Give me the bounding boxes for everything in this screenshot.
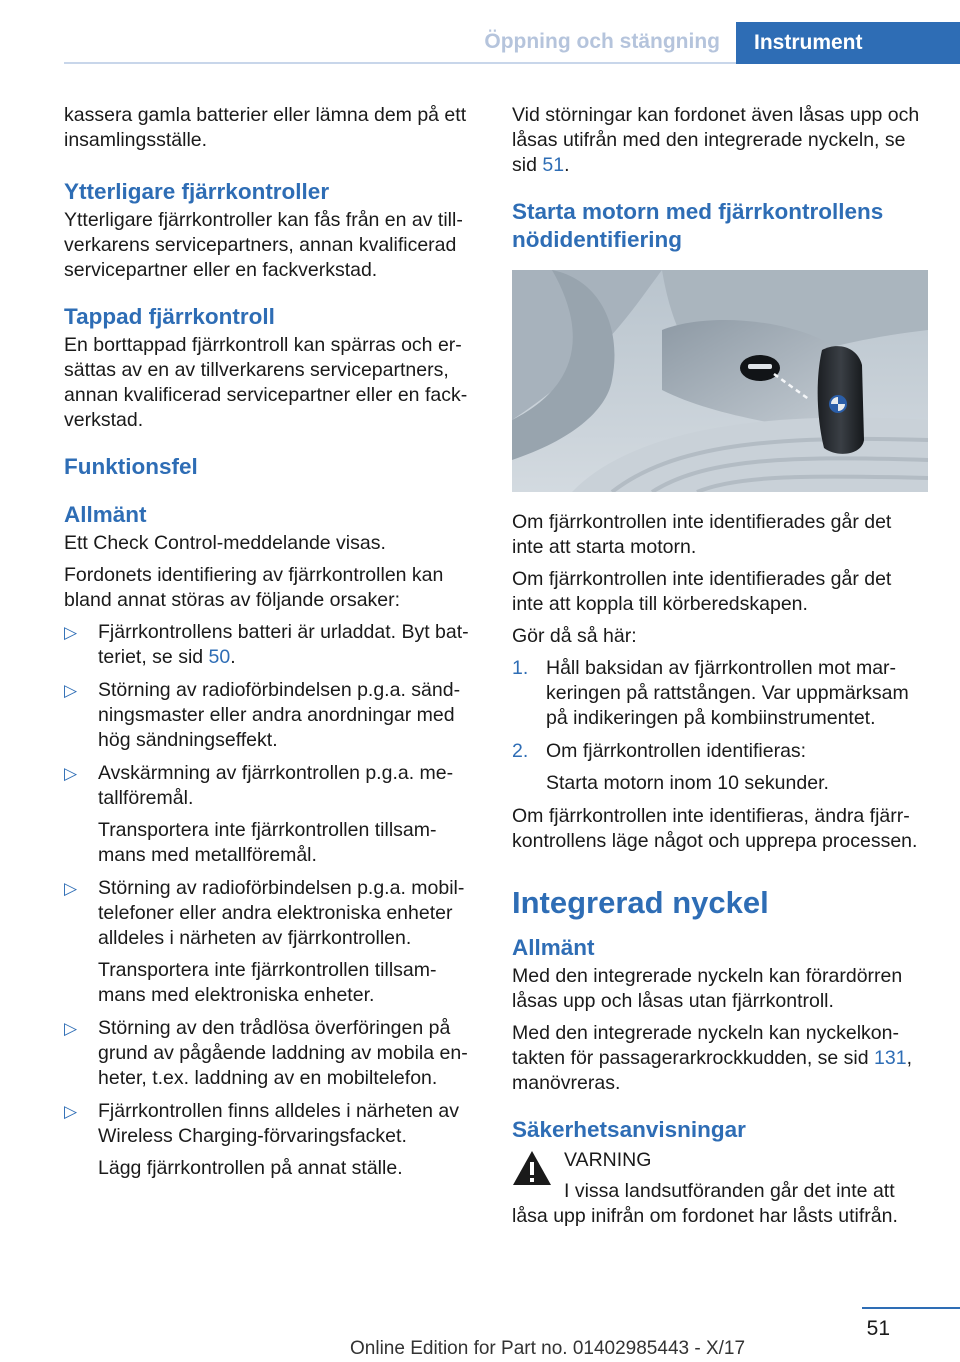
list-item: [512, 656, 928, 731]
fault-key-paragraph: [512, 103, 928, 178]
bullet-shielding: ▷ Avskärmning av fjärrkontrollen p.g.a. me‐tallföremål.: [98, 762, 454, 809]
bullet-battery-text: Fjärrkontrollens batteri är urladdat. Byt bat‐teriet, se sid: [98, 621, 469, 668]
header-section-label: Instrument: [754, 31, 863, 54]
right-column: [512, 103, 928, 1236]
warning-block: [512, 1148, 928, 1229]
heading-safety: Säkerhetsanvisningar: [512, 1117, 746, 1142]
step-number: 1.: [512, 657, 529, 679]
page-link-51[interactable]: 51: [542, 154, 565, 176]
list-item: [64, 1099, 480, 1181]
bullet-mobile-phones-note: Transportera inte fjärrkontrollen tillsam‐mans med elektroniska enheter.: [98, 959, 437, 1006]
list-item: [64, 876, 480, 1008]
not-identified-paragraph-2: Om fjärrkontrollen inte identifierades går det inte att koppla till körberedskapen.: [512, 568, 892, 615]
header-chapter[interactable]: Öppning och stängning: [484, 30, 720, 53]
bullet-radio-masts: ▷ Störning av radioförbindelsen p.g.a. sänd‐ningsmaster eller andra anordningar med hög sändningseffekt.: [98, 679, 461, 751]
causes-list: [64, 620, 480, 1181]
bullet-mobile-phones: ▷ Störning av radioförbindelsen p.g.a. mobil‐telefoner eller andra elektroniska enheter alldeles i närheten av fjärrkontrollen.: [98, 877, 465, 949]
check-control-paragraph: Ett Check Control-meddelande visas.: [64, 532, 386, 554]
integrated-key-paragraph-2: [512, 1021, 928, 1096]
integrated-key-text: Med den integrerade nyckeln kan nyckelkon‐takten för passagerarkrockkudden, se sid: [512, 1022, 899, 1069]
list-item: [64, 678, 480, 753]
causes-paragraph: Fordonets identifiering av fjärrkontrollen kan bland annat störas av följande orsaker:: [64, 564, 444, 611]
do-this-paragraph: Gör då så här:: [512, 625, 637, 647]
page-link-50[interactable]: 50: [208, 646, 231, 668]
heading-emergency-start: Starta motorn med fjärrkontrollens nödidentifiering: [512, 199, 884, 252]
step-number: 2.: [512, 740, 529, 762]
retry-paragraph: Om fjärrkontrollen inte identifieras, ändra fjärr‐kontrollens läge något och upprepa processen.: [512, 805, 918, 852]
heading-lost-remote: Tappad fjärrkontroll: [64, 304, 275, 329]
heading-integrated-key: Integrerad nyckel: [512, 885, 769, 920]
bullet-wireless-charging: ▷ Störning av den trådlösa överföringen på grund av pågående laddning av mobila en‐heter, t.ex. laddning av en mobiltelefon.: [98, 1017, 468, 1089]
bullet-charging-tray: ▷ Fjärrkontrollen finns alldeles i närheten av Wireless Charging-förvaringsfacket.: [98, 1100, 459, 1147]
heading-general: Allmänt: [64, 502, 147, 527]
list-item: [64, 761, 480, 868]
list-item: [64, 620, 480, 670]
list-item: [512, 739, 928, 796]
heading-malfunction: Funktionsfel: [64, 454, 198, 479]
integrated-key-end: , manövreras.: [512, 1047, 912, 1094]
heading-general-key: Allmänt: [512, 935, 595, 960]
page-number: 51: [866, 1317, 890, 1340]
warning-triangle-icon: [512, 1150, 552, 1186]
step-start-engine: Starta motorn inom 10 sekunder.: [546, 772, 829, 794]
footer-rule: [862, 1307, 960, 1309]
left-column: [64, 103, 480, 1189]
not-identified-paragraph-1: Om fjärrkontrollen inte identifierades går det inte att starta motorn.: [512, 511, 892, 558]
intro-paragraph: kassera gamla batterier eller lämna dem på ett insamlingsställe.: [64, 104, 467, 151]
bullet-shielding-note: Transportera inte fjärrkontrollen tillsam‐mans med metallföremål.: [98, 819, 437, 866]
steering-column-illustration: [512, 270, 928, 492]
header-section-tab[interactable]: [736, 22, 960, 64]
warning-title: VARNING: [564, 1149, 652, 1171]
bullet-battery-end: .: [230, 646, 236, 668]
fault-key-end: .: [564, 154, 570, 176]
fault-key-text: Vid störningar kan fordonet även låsas upp och låsas utifrån med den integrerade nyckeln, se sid: [512, 104, 920, 176]
edition-note: Online Edition for Part no. 01402985443 - X/17: [350, 1338, 746, 1359]
step-hold-remote: Håll baksidan av fjärrkontrollen mot mar‐keringen på rattstången. Var uppmärksam på indikeringen på kombiinstrumentet.: [546, 657, 909, 729]
list-item: [64, 1016, 480, 1091]
integrated-key-paragraph-1: Med den integrerade nyckeln kan förardörren låsas upp och låsas utan fjärrkontroll.: [512, 965, 903, 1012]
more-remotes-paragraph: Ytterligare fjärrkontroller kan fås från en av till‐verkarens servicepartners, annan kvalificerad servicepartner eller en fackverkstad.: [64, 209, 463, 281]
bullet-battery: [98, 620, 480, 670]
heading-more-remotes: Ytterligare fjärrkontroller: [64, 179, 330, 204]
steps-list: [512, 656, 928, 796]
bullet-charging-tray-note: Lägg fjärrkontrollen på annat ställe.: [98, 1157, 403, 1179]
lost-remote-paragraph: En borttappad fjärrkontroll kan spärras och er‐sättas av en av tillverkarens servicepartners, annan kvalificerad servicepartner eller en fack‐verkstad.: [64, 334, 468, 431]
warning-body: I vissa landsutföranden går det inte att låsa upp inifrån om fordonet har låsts utifrån.: [512, 1180, 898, 1227]
step-identified: Om fjärrkontrollen identifieras:: [546, 740, 807, 762]
page-link-131[interactable]: 131: [874, 1047, 907, 1069]
